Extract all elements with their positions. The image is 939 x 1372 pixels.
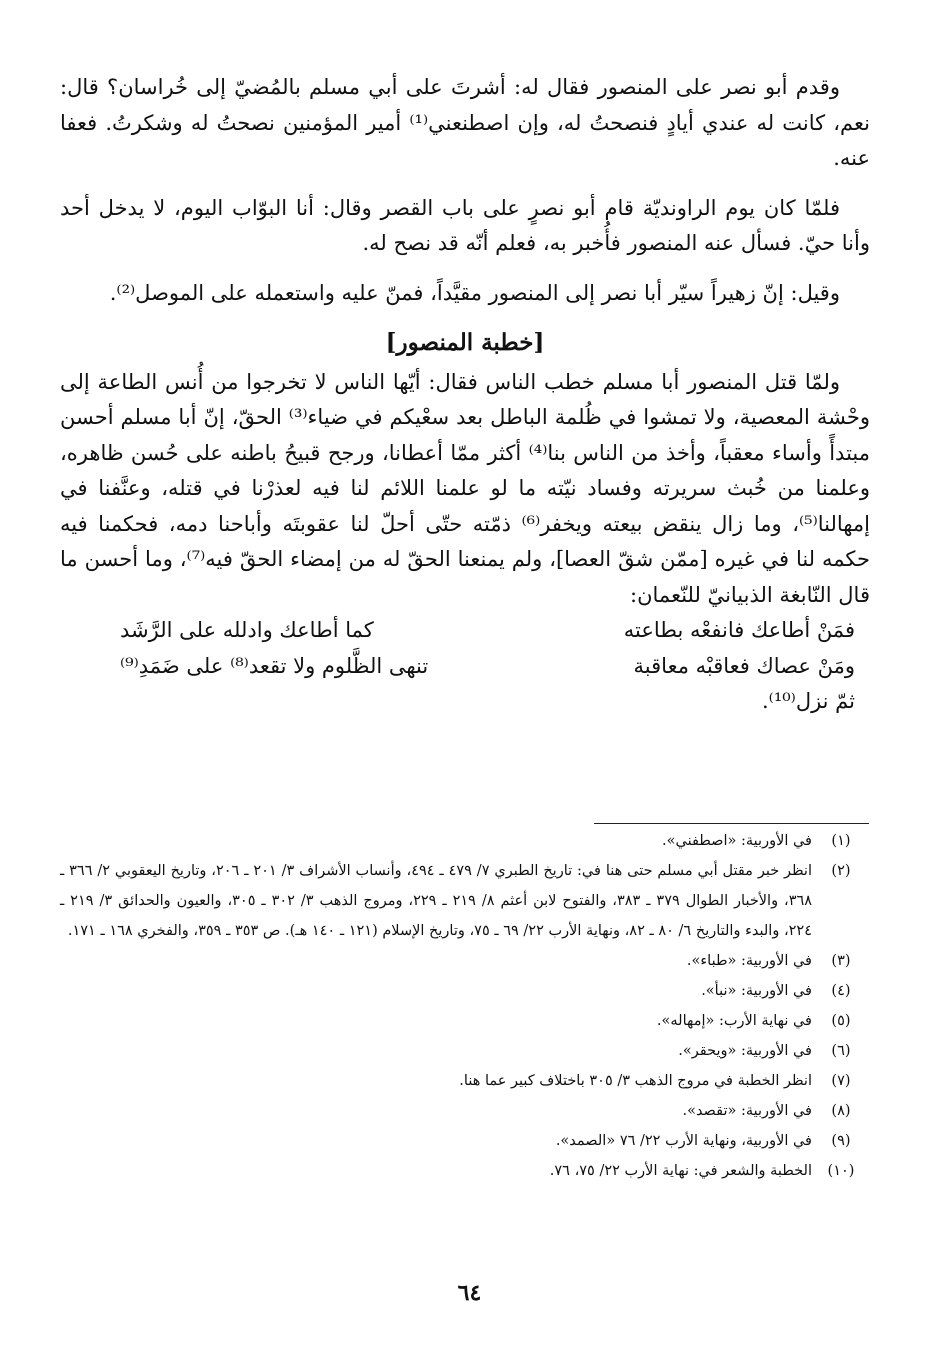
footnote-text: في الأوربية: «تقصد».	[682, 1103, 812, 1119]
paragraph: فلمّا كان يوم الراونديّة قام أبو نصرٍ على باب القصر وقال: أنا البوّاب اليوم، لا يدخل أحد وأنا حيّ. فسأل عنه المنصور فأُخبر به، فعلم أنّه قد نصح له.	[60, 195, 870, 255]
paragraph: وقدم أبو نصر على المنصور فقال له: أشرتَ على أبي مسلم بالمُضيّ إلى خُراسان؟ قال: نعم، كانت له عندي أيادٍ فنصحتُ له، وإن اصطنعني⁽¹⁾ أمير المؤمنين نصحتُ له وشكرتُ. فعفا عنه.	[60, 75, 870, 170]
section-heading: [خطبة المنصور]	[385, 329, 545, 356]
paragraph: وقيل: إنّ زهيراً سيّر أبا نصر إلى المنصور مقيَّداً، فمنّ عليه واستعمله على الموصل⁽²⁾.	[109, 280, 840, 305]
footnote	[60, 976, 870, 1006]
footnote-text: في الأوربية: «نبأ».	[701, 983, 812, 999]
footnote	[60, 856, 870, 946]
footnote	[60, 1066, 870, 1096]
footnote-number: (٣)	[831, 953, 851, 969]
verse-first-hemistich: فمَنْ أطاعك فانفعْه بطاعته	[623, 618, 855, 642]
footnote	[60, 1096, 870, 1126]
footnote-number: (١٠)	[827, 1163, 855, 1179]
footnote	[60, 1006, 870, 1036]
verse-line	[60, 649, 870, 685]
main-text	[60, 70, 870, 720]
footnote	[60, 826, 870, 856]
footnote-text: في الأوربية: «ويحقر».	[678, 1043, 812, 1059]
footnotes	[60, 826, 870, 1186]
verse-line	[60, 613, 870, 649]
footnote-text: في الأوربية، ونهاية الأرب ٢٢/ ٧٦ «الصمد».	[555, 1133, 812, 1149]
footnote-number: (٨)	[831, 1103, 851, 1119]
page-number: ٦٤	[457, 1280, 482, 1306]
footnote-number: (٦)	[831, 1043, 851, 1059]
footnote-text: في نهاية الأرب: «إمهاله».	[656, 1013, 812, 1029]
footnote	[60, 1126, 870, 1156]
verse-second-hemistich: تنهى الظَّلوم ولا تقعد⁽⁸⁾ على ضَمَدِ⁽⁹⁾	[120, 653, 429, 678]
footnote-text: انظر خبر مقتل أبي مسلم حتى هنا في: تاريخ الطبري ٧/ ٤٧٩ ـ ٤٩٤، وأنساب الأشراف ٣/ ٢٠١ ـ ٢٠٦، وتاريخ اليعقوبي ٢/ ٣٦٦ ـ ٣٦٨، والأخبار الطوال ٣٧٩ ـ ٣٨٣، والفتوح لابن أعثم ٨/ ٢١٩ ـ ٢٢٩، ومروج الذهب ٣/ ٣٠٢ ـ ٣٠٥، والعيون والحدائق ٣/ ٢١٩ ـ ٢٢٤، والبدء والتاريخ ٦/ ٨٠ ـ ٨٢، ونهاية الأرب ٢٢/ ٦٩ ـ ٧٥، وتاريخ الإسلام (١٢١ ـ ١٤٠ هـ). ص ٣٥٣ ـ ٣٥٩، والفخري ١٦٨ ـ ١٧١.	[60, 863, 813, 939]
footnote-number: (٤)	[831, 983, 851, 999]
footnote-number: (٩)	[831, 1133, 851, 1149]
sermon-paragraph: ولمّا قتل المنصور أبا مسلم خطب الناس فقال: أيّها الناس لا تخرجوا من أُنس الطاعة إلى وحْشة المعصية، ولا تمشوا في ظُلمة الباطل بعد سعْيكم في ضياء⁽³⁾ الحقّ، إنّ أبا مسلم أحسن مبتدأً وأساء معقباً، وأخذ من الناس بنا⁽⁴⁾ أكثر ممّا أعطانا، ورجح قبيحُ باطنه على حُسن ظاهره، وعلمنا من خُبث سريرته وفساد نيّته ما لو علمنا اللائم لنا فيه لعذرْنا في قتله، وعنَّفنا في إمهالنا⁽⁵⁾، وما زال ينقض بيعته ويخفر⁽⁶⁾ ذمّته حتّى أحلّ لنا عقوبتَه وأباحنا دمه، فحكمنا فيه حكمه لنا في غيره [ممّن شقّ العصا]، ولم يمنعنا الحقّ له من إمضاء الحقّ فيه⁽⁷⁾، وما أحسن ما قال النّابغة الذبيانيّ للنّعمان:	[60, 369, 871, 607]
footnote-separator	[594, 823, 869, 824]
footnote-text: انظر الخطبة في مروج الذهب ٣/ ٣٠٥ باختلاف كبير عما هنا.	[459, 1073, 812, 1089]
footnote-number: (٢)	[831, 863, 851, 879]
verse-first-hemistich: ومَنْ عصاك فعاقبْه معاقبة	[633, 653, 855, 678]
verse-second-hemistich: كما أطاعك وادلله على الرَّشَد	[120, 618, 374, 642]
footnote	[60, 1156, 870, 1186]
footnote-number: (١)	[831, 833, 851, 849]
footnote-text: الخطبة والشعر في: نهاية الأرب ٢٢/ ٧٥، ٧٦.	[549, 1163, 812, 1179]
verse-closing: ثمّ نزل⁽¹⁰⁾.	[761, 689, 855, 713]
footnote	[60, 1036, 870, 1066]
footnote	[60, 946, 870, 976]
footnote-number: (٧)	[831, 1073, 851, 1089]
footnote-text: في الأوربية: «اصطفني».	[662, 833, 812, 849]
footnote-text: في الأوربية: «طباء».	[686, 953, 812, 969]
footnote-number: (٥)	[831, 1013, 851, 1029]
